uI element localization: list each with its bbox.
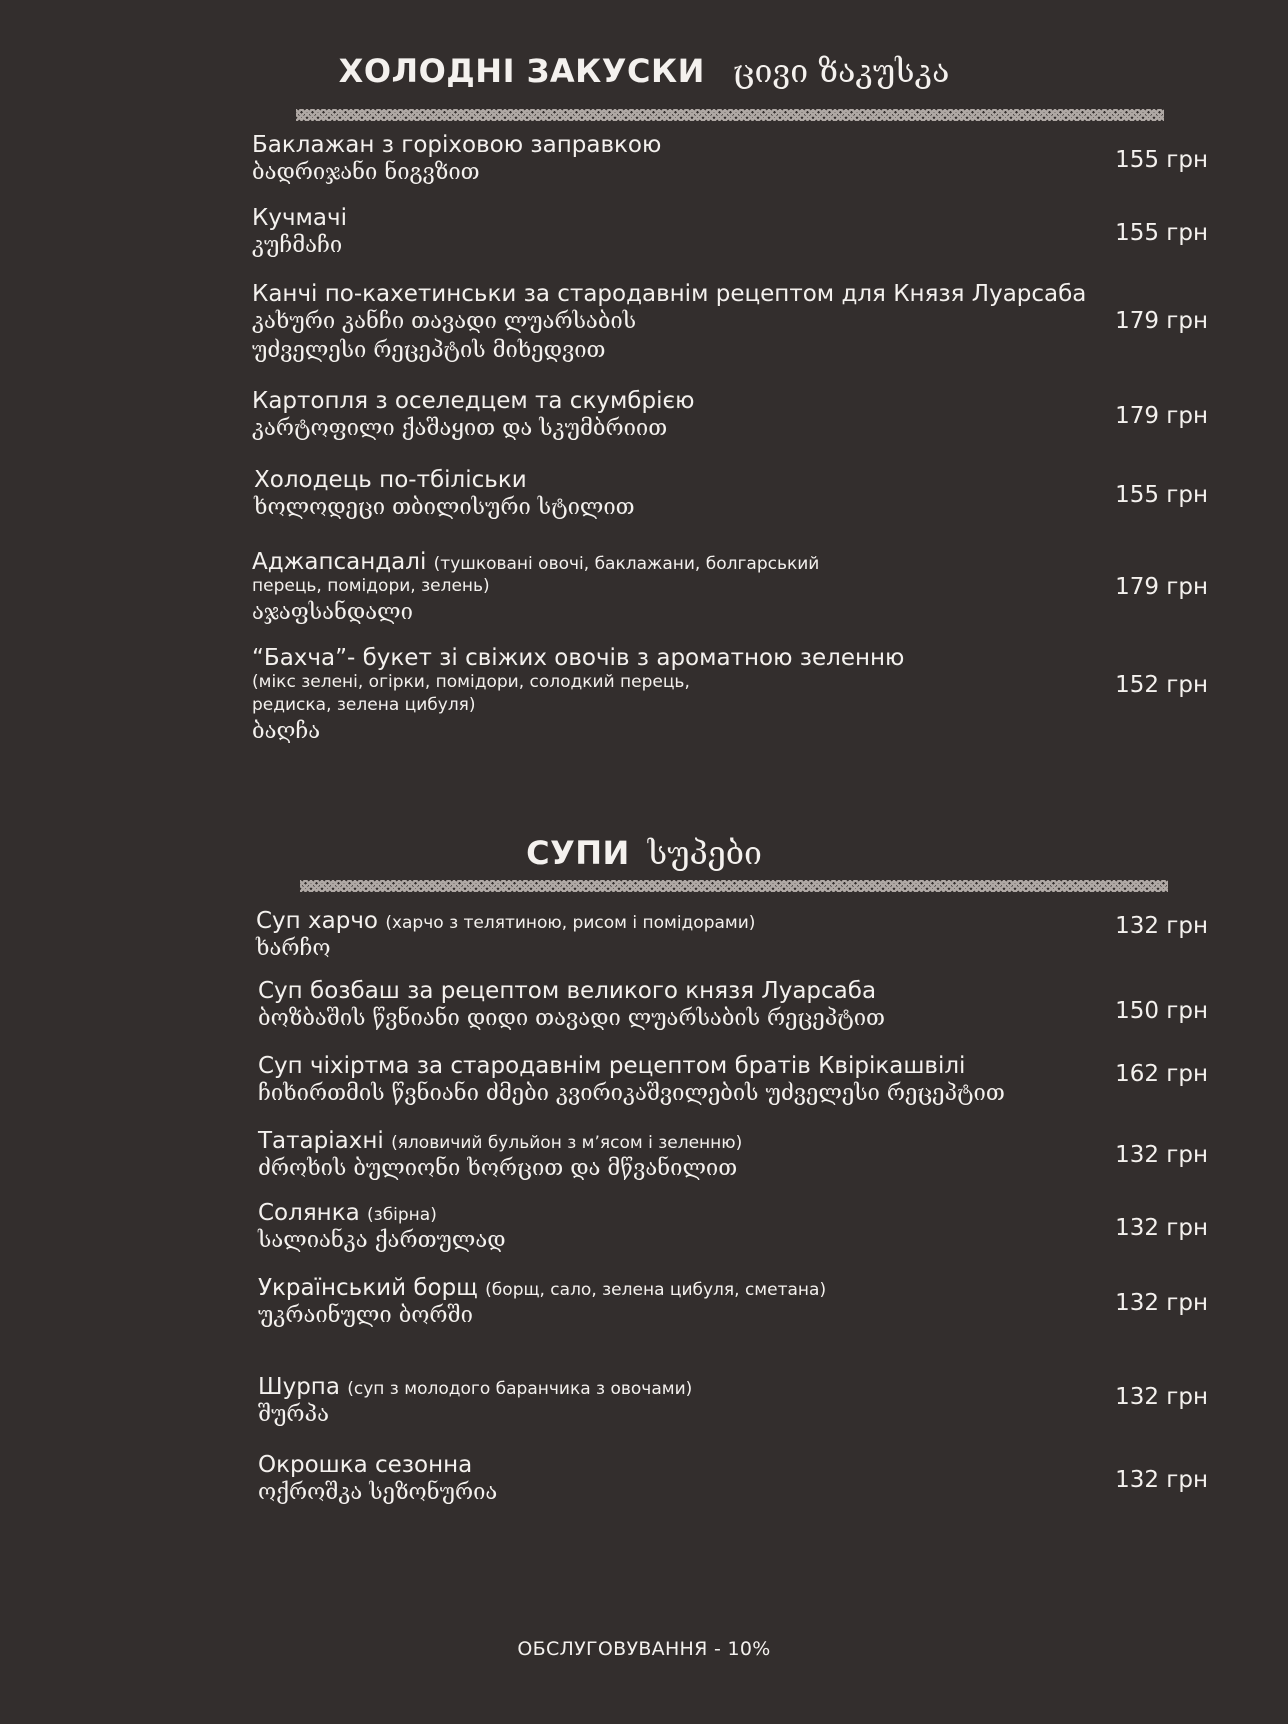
item-name-ka: აჯაფსანდალი bbox=[252, 600, 413, 625]
item-description: (суп з молодого баранчика з овочами) bbox=[347, 1379, 693, 1399]
item-name: Український борщ bbox=[258, 1275, 478, 1301]
item-description: (мікс зелені, огірки, помідори, солодкий перець, bbox=[252, 672, 690, 692]
item-name-ka: ხარჩო bbox=[256, 936, 331, 961]
item-name-ka: ბაღჩა bbox=[252, 719, 321, 744]
item-price: 132 грн bbox=[1115, 913, 1208, 939]
item-name-ka: ბადრიჯანი ნიგვზით bbox=[252, 160, 480, 185]
item-name-line bbox=[258, 1373, 692, 1403]
item-name: Аджапсандалі bbox=[252, 549, 427, 575]
item-price: 155 грн bbox=[1115, 220, 1208, 246]
ornament-divider bbox=[300, 880, 1168, 892]
item-name-ka: უძველესი რეცეპტის მიხედვით bbox=[252, 338, 606, 363]
item-name-ka: შურპა bbox=[258, 1402, 329, 1427]
service-charge-note: ОБСЛУГОВУВАННЯ - 10% bbox=[517, 1638, 771, 1660]
item-price: 132 грн bbox=[1115, 1290, 1208, 1316]
item-description: (борщ, сало, зелена цибуля, сметана) bbox=[485, 1280, 827, 1300]
section-title-ka: ცივი ზაკუსკა bbox=[732, 52, 950, 90]
item-description: (яловичий бульйон з м’ясом і зеленню) bbox=[391, 1133, 743, 1153]
item-price: 152 грн bbox=[1115, 672, 1208, 698]
item-name: Картопля з оселедцем та скумбрією bbox=[252, 388, 695, 414]
ornament-divider bbox=[296, 109, 1164, 121]
item-price: 179 грн bbox=[1115, 308, 1208, 334]
item-name: Солянка bbox=[258, 1200, 360, 1226]
section-title-soups bbox=[0, 834, 1288, 872]
item-name-line bbox=[258, 1274, 826, 1304]
item-name: “Бахча”- букет зі свіжих овочів з ароматною зеленню bbox=[252, 645, 905, 671]
item-name: Суп харчо bbox=[256, 908, 378, 934]
item-name-ka: ოქროშკა სეზონურია bbox=[258, 1480, 498, 1505]
item-name-ka: სალიანკა ქართულად bbox=[258, 1228, 506, 1253]
section-title-cold bbox=[0, 52, 1288, 90]
item-price: 132 грн bbox=[1115, 1215, 1208, 1241]
item-name-line bbox=[258, 1127, 742, 1157]
item-name: Канчі по-кахетинськи за стародавнім рецептом для Князя Луарсаба bbox=[252, 281, 1087, 307]
item-name: Суп бозбаш за рецептом великого князя Луарсаба bbox=[258, 978, 877, 1004]
item-name-ka: ხოლოდეცი თბილისური სტილით bbox=[254, 495, 635, 520]
item-name: Шурпа bbox=[258, 1374, 340, 1400]
section-title-ua: ХОЛОДНІ ЗАКУСКИ bbox=[338, 52, 705, 90]
item-price: 179 грн bbox=[1115, 403, 1208, 429]
section-title-ka: სუპები bbox=[647, 834, 762, 872]
item-name: Окрошка сезонна bbox=[258, 1452, 473, 1478]
item-name-line bbox=[256, 907, 755, 937]
item-description: (харчо з телятиною, рисом і помідорами) bbox=[385, 913, 756, 933]
item-price: 155 грн bbox=[1115, 147, 1208, 173]
item-description: редиска, зелена цибуля) bbox=[252, 695, 476, 715]
item-price: 150 грн bbox=[1115, 998, 1208, 1024]
item-name-ka: კახური კანჩი თავადი ლუარსაბის bbox=[252, 309, 637, 334]
item-name-ka: ძროხის ბულიონი ხორცით და მწვანილით bbox=[258, 1156, 738, 1181]
item-name-ka: უკრაინული ბორში bbox=[258, 1303, 473, 1328]
section-title-ua: СУПИ bbox=[526, 834, 630, 872]
item-name-line bbox=[258, 1199, 437, 1229]
item-description: перець, помідори, зелень) bbox=[252, 576, 490, 596]
item-name-ka: კუჩმაჩი bbox=[252, 233, 343, 258]
item-name: Холодець по-тбіліськи bbox=[254, 467, 527, 493]
item-price: 155 грн bbox=[1115, 482, 1208, 508]
item-price: 132 грн bbox=[1115, 1142, 1208, 1168]
item-price: 162 грн bbox=[1115, 1061, 1208, 1087]
item-name: Татаріахні bbox=[258, 1128, 384, 1154]
item-description: (тушковані овочі, баклажани, болгарський bbox=[433, 554, 820, 574]
item-name: Кучмачі bbox=[252, 205, 347, 231]
item-name: Баклажан з горіховою заправкою bbox=[252, 132, 662, 158]
item-description: (збірна) bbox=[367, 1205, 437, 1225]
item-name-ka: ბოზბაშის წვნიანი დიდი თავადი ლუარსაბის რეცეპტით bbox=[258, 1006, 885, 1031]
item-price: 132 грн bbox=[1115, 1384, 1208, 1410]
item-name-ka: კარტოფილი ქაშაყით და სკუმბრიით bbox=[252, 416, 668, 441]
item-price: 179 грн bbox=[1115, 574, 1208, 600]
item-price: 132 грн bbox=[1115, 1467, 1208, 1493]
item-name-ka: ჩიხირთმის წვნიანი ძმები კვირიკაშვილების უძველესი რეცეპტით bbox=[258, 1081, 1005, 1106]
item-name: Суп чіхіртма за стародавнім рецептом братів Квірікашвілі bbox=[258, 1053, 966, 1079]
